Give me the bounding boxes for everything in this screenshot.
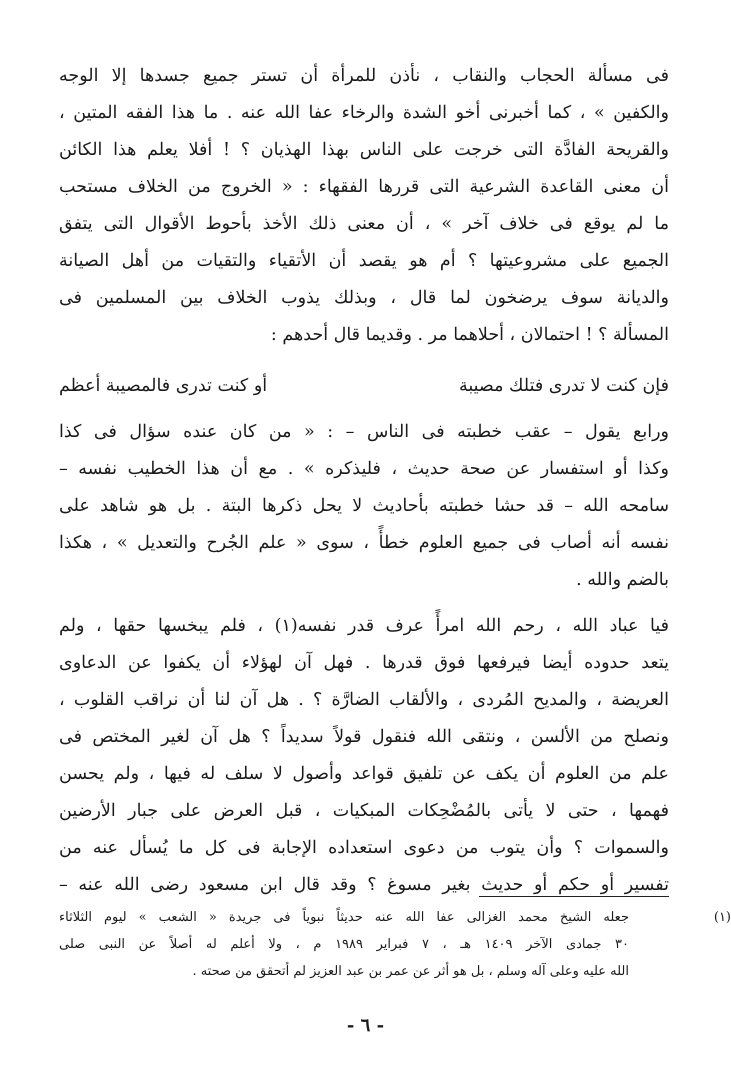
verse-first-hemistich: فإن كنت لا تدرى فتلك مصيبة	[458, 376, 669, 396]
text-line: أن معنى القاعدة الشرعية التى قررها الفقهاء : « الخروج من الخلاف مستحب	[59, 177, 669, 197]
text-line: والسموات ؟ وأن يتوب من دعوى استعداده الإجابة فى كل ما يُسأل عنه من	[59, 838, 669, 858]
text-line: ونصلح من الألسن ، ونتقى الله فنقول قولاً سديداً ؟ هل آن لغير المختص فى	[59, 727, 669, 747]
footnote-line: الله عليه وعلى آله وسلم ، بل هو أثر عن عمر بن عبد العزيز لم أتحقق من صحته .	[192, 964, 629, 979]
page-number: - ٦ -	[346, 1015, 385, 1036]
verse-second-hemistich: أو كنت تدرى فالمصيبة أعظم	[59, 376, 268, 396]
text-line: نفسه أنه أصاب فى جميع العلوم خطأً ، سوى « علم الجُرح والتعديل » ، هكذا	[59, 533, 669, 553]
text-line: العريضة ، والمديح المُردى ، والألقاب الضارَّة ؟ . هل آن لنا أن نراقب القلوب ،	[59, 690, 669, 710]
text-line: الجميع على مشروعيتها ؟ أم هو يقصد أن الأتقياء والتقيات من أهل الصيانة	[59, 251, 669, 271]
poetry-verse	[59, 368, 669, 405]
text-line: ورابع يقول – عقب خطبته فى الناس – : « من كان عنده سؤال فى كذا	[59, 422, 669, 442]
text-line: يتعد حدوده أيضا فيرفعها فوق قدرها . فهل آن لهؤلاء أن يكفوا عن الدعاوى	[59, 653, 669, 673]
text-line: فهمها ، حتى لا يأتى بالمُضْحِكات المبكيات ، قبل العرض على جبار الأرضين	[59, 801, 669, 821]
footnote-divider	[479, 896, 669, 897]
text-line: والديانة سوف يرضخون لما قال ، وبذلك يذوب الخلاف بين المسلمين فى	[59, 288, 669, 308]
text-line: سامحه الله – قد حشا خطبته بأحاديث لا يحل ذكرها البتة . بل هو شاهد على	[59, 496, 669, 516]
paragraph-3	[59, 608, 669, 904]
text-line: وكذا أو استفسار عن صحة حديث ، فليذكره » . مع أن هذا الخطيب نفسه –	[59, 459, 669, 479]
paragraph-2	[59, 414, 669, 599]
text-line: بالضم والله .	[576, 570, 669, 590]
text-line: والكفين » ، كما أخبرنى أخو الشدة والرخاء عفا الله عنه . ما هذا الفقه المتين ،	[59, 103, 669, 123]
text-line: والقريحة الفادَّة التى خرجت على الناس بهذا الهذيان ؟ ! أفلا يعلم هذا الكائن	[59, 140, 669, 160]
text-line: المسألة ؟ ! احتمالان ، أحلاهما مر . وقديما قال أحدهم :	[270, 325, 669, 345]
text-line: تفسير أو حكم أو حديث بغير مسوغ ؟ وقد قال ابن مسعود رضى الله عنه –	[59, 875, 669, 895]
footnote-line: ٣٠ جمادى الآخر ١٤٠٩ هـ ، ٧ فبراير ١٩٨٩ م ، ولا أعلم له أصلاً عن النبى صلى	[59, 937, 629, 952]
text-line: فى مسألة الحجاب والنقاب ، نأذن للمرأة أن تستر جميع جسدها إلا الوجه	[59, 66, 669, 86]
paragraph-1	[59, 58, 669, 354]
footnote-marker: (١)	[713, 910, 731, 925]
text-line: فيا عباد الله ، رحم الله امرأً عرف قدر نفسه(١) ، فلم يبخسها حقها ، ولم	[59, 616, 669, 636]
footnote-line: جعله الشيخ محمد الغزالى عفا الله عنه حديثاً نبوياً فى جريدة « الشعب » ليوم الثلاثاء	[59, 910, 629, 925]
text-line: علم من العلوم أن يكف عن تلفيق قواعد وأصول لا سلف له فيها ، ولم يحسن	[59, 764, 669, 784]
text-line: ما لم يوقع فى خلاف آخر » ، أن معنى ذلك الأخذ بأحوط الأقوال التى يتفق	[59, 214, 669, 234]
